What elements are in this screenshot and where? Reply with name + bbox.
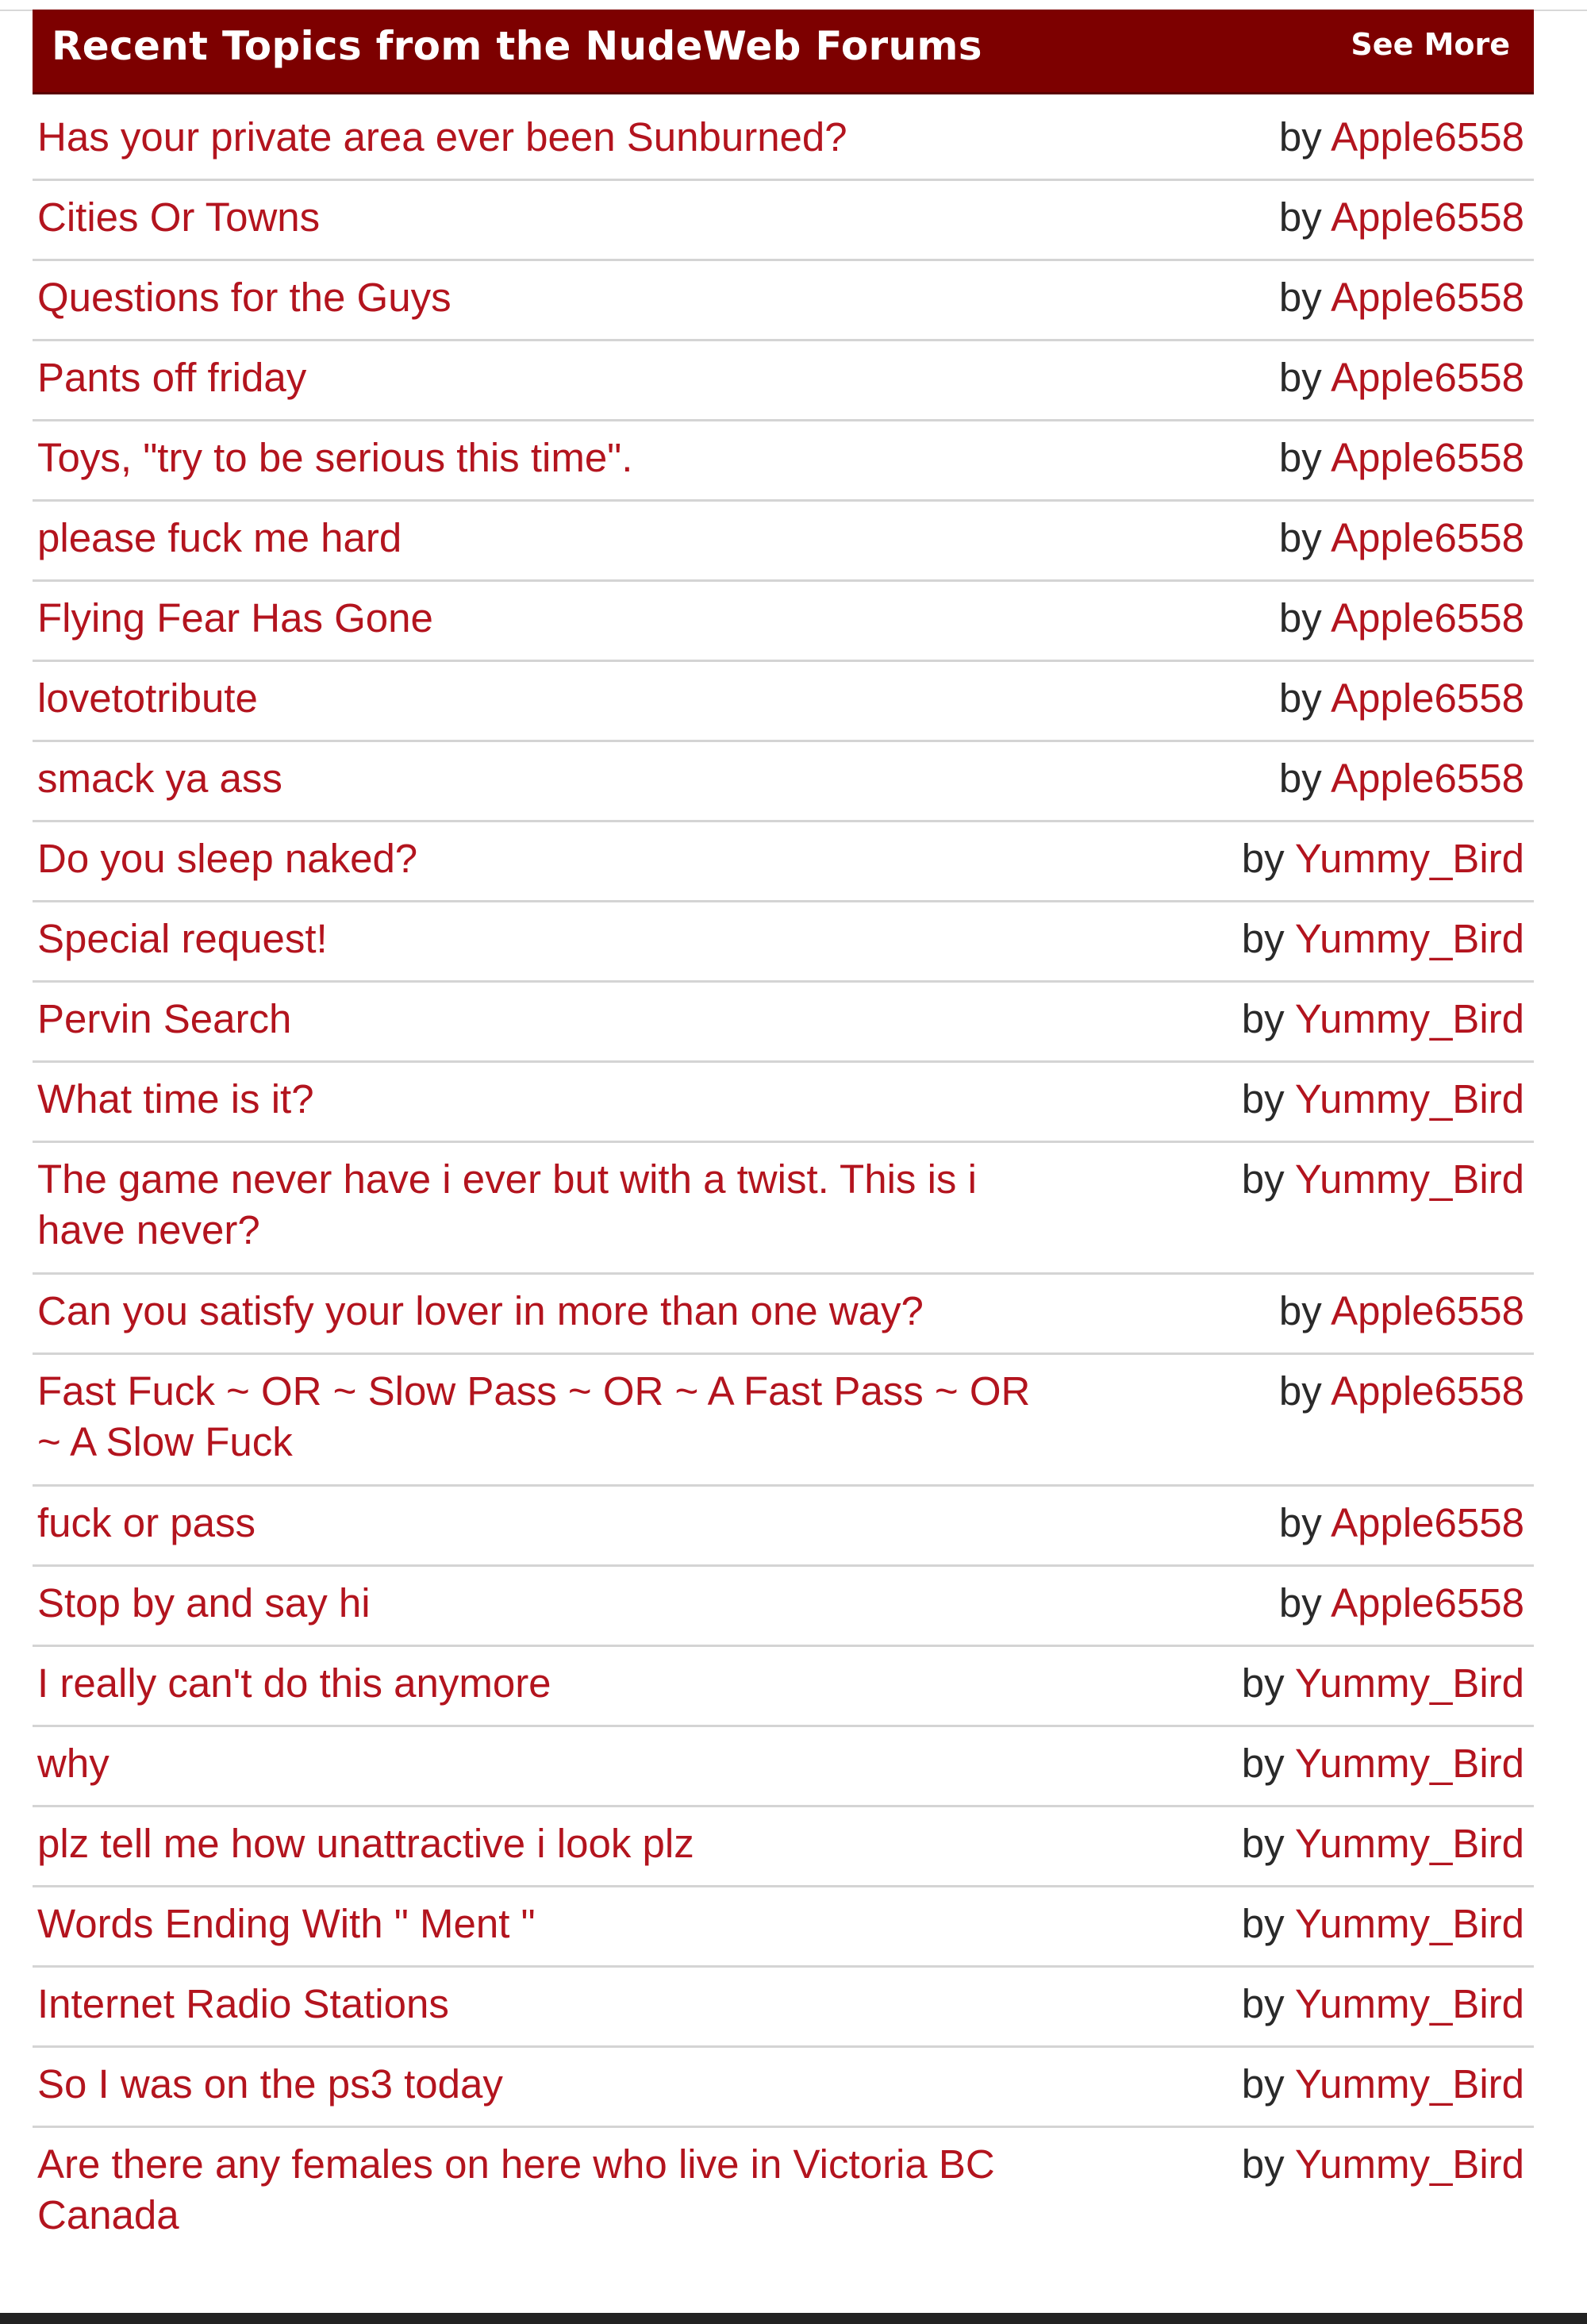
by-label: by (1241, 916, 1285, 961)
topic-author (1242, 902, 1524, 964)
topic-link[interactable]: smack ya ass (37, 756, 282, 801)
by-label: by (1241, 2061, 1285, 2107)
topic-link[interactable]: Words Ending With " Ment " (37, 1901, 536, 1946)
topic-link[interactable]: Has your private area ever been Sunburned? (37, 114, 847, 160)
topic-author (1279, 1567, 1524, 1629)
author-link[interactable]: Apple6558 (1331, 114, 1524, 160)
by-label: by (1278, 595, 1322, 641)
topic-author (1242, 1807, 1524, 1869)
by-label: by (1278, 1500, 1322, 1545)
topic-row (33, 1727, 1534, 1807)
topic-row (33, 662, 1534, 742)
author-link[interactable]: Apple6558 (1331, 355, 1524, 400)
topic-list (33, 101, 1534, 2260)
topic-row (33, 2048, 1534, 2128)
author-link[interactable]: Yummy_Bird (1294, 2141, 1524, 2187)
recent-topics-widget (33, 10, 1534, 2260)
topic-author (1242, 2128, 1524, 2190)
topic-author (1279, 421, 1524, 483)
author-link[interactable]: Apple6558 (1331, 435, 1524, 480)
author-link[interactable]: Yummy_Bird (1294, 1901, 1524, 1946)
topic-link[interactable]: Pervin Search (37, 996, 292, 1041)
topic-link[interactable]: Cities Or Towns (37, 194, 321, 240)
by-label: by (1241, 1741, 1285, 1786)
topic-link[interactable]: Are there any females on here who live in Victoria BC Canada (37, 2141, 995, 2237)
topic-link[interactable]: Toys, "try to be serious this time". (37, 435, 633, 480)
author-link[interactable]: Yummy_Bird (1294, 1981, 1524, 2026)
topic-author (1279, 1487, 1524, 1549)
by-label: by (1241, 996, 1285, 1041)
by-label: by (1278, 275, 1322, 320)
topic-row (33, 261, 1534, 341)
by-label: by (1278, 1288, 1322, 1333)
by-label: by (1278, 756, 1322, 801)
by-label: by (1278, 194, 1322, 240)
by-label: by (1241, 1901, 1285, 1946)
by-label: by (1241, 1076, 1285, 1122)
topic-row (33, 822, 1534, 902)
topic-row (33, 1647, 1534, 1727)
author-link[interactable]: Apple6558 (1331, 756, 1524, 801)
topic-link[interactable]: Pants off friday (37, 355, 307, 400)
author-link[interactable]: Apple6558 (1331, 1288, 1524, 1333)
topic-row (33, 983, 1534, 1063)
author-link[interactable]: Yummy_Bird (1294, 1076, 1524, 1122)
topic-row (33, 181, 1534, 261)
topic-author (1242, 2048, 1524, 2110)
topic-row (33, 1567, 1534, 1647)
widget-header (33, 10, 1534, 94)
author-link[interactable]: Apple6558 (1331, 1580, 1524, 1626)
topic-row (33, 1887, 1534, 1968)
author-link[interactable]: Apple6558 (1331, 194, 1524, 240)
topic-row (33, 1487, 1534, 1567)
topic-author (1242, 1727, 1524, 1789)
topic-row (33, 101, 1534, 181)
topic-row (33, 742, 1534, 822)
topic-author (1279, 341, 1524, 403)
topic-link[interactable]: I really can't do this anymore (37, 1660, 551, 1706)
topic-link[interactable]: Special request! (37, 916, 328, 961)
topic-link[interactable]: Internet Radio Stations (37, 1981, 449, 2026)
see-more-link[interactable]: See More (1351, 27, 1510, 62)
topic-link[interactable]: Do you sleep naked? (37, 836, 418, 881)
author-link[interactable]: Yummy_Bird (1294, 1156, 1524, 1202)
topic-row (33, 902, 1534, 983)
by-label: by (1278, 1368, 1322, 1414)
topic-row (33, 2128, 1534, 2260)
topic-author (1279, 662, 1524, 724)
topic-row (33, 421, 1534, 502)
topic-link[interactable]: The game never have i ever but with a twist. This is i have never? (37, 1156, 977, 1252)
topic-row (33, 1355, 1534, 1487)
by-label: by (1241, 836, 1285, 881)
bottom-border (0, 2313, 1587, 2324)
topic-link[interactable]: why (37, 1741, 110, 1786)
author-link[interactable]: Apple6558 (1331, 595, 1524, 641)
topic-row (33, 341, 1534, 421)
topic-row (33, 1968, 1534, 2048)
topic-link[interactable]: fuck or pass (37, 1500, 256, 1545)
author-link[interactable]: Yummy_Bird (1294, 1660, 1524, 1706)
by-label: by (1278, 435, 1322, 480)
topic-author (1242, 1887, 1524, 1949)
topic-author (1279, 1275, 1524, 1337)
topic-link[interactable]: Questions for the Guys (37, 275, 452, 320)
author-link[interactable]: Apple6558 (1331, 515, 1524, 560)
topic-author (1242, 1063, 1524, 1125)
topic-author (1242, 983, 1524, 1045)
author-link[interactable]: Yummy_Bird (1294, 916, 1524, 961)
by-label: by (1278, 1580, 1322, 1626)
topic-author (1242, 1968, 1524, 2030)
author-link[interactable]: Yummy_Bird (1294, 2061, 1524, 2107)
topic-row (33, 1063, 1534, 1143)
topic-link[interactable]: lovetotribute (37, 675, 258, 721)
topic-row (33, 502, 1534, 582)
author-link[interactable]: Apple6558 (1331, 675, 1524, 721)
widget-title: Recent Topics from the NudeWeb Forums (52, 23, 982, 69)
by-label: by (1278, 515, 1322, 560)
author-link[interactable]: Apple6558 (1331, 1500, 1524, 1545)
topic-author (1242, 1143, 1524, 1205)
topic-author (1279, 742, 1524, 804)
by-label: by (1241, 1981, 1285, 2026)
by-label: by (1278, 114, 1322, 160)
author-link[interactable]: Yummy_Bird (1294, 1741, 1524, 1786)
topic-link[interactable]: What time is it? (37, 1076, 314, 1122)
topic-row (33, 1275, 1534, 1355)
author-link[interactable]: Yummy_Bird (1294, 1821, 1524, 1866)
topic-author (1242, 822, 1524, 884)
by-label: by (1278, 355, 1322, 400)
topic-row (33, 1807, 1534, 1887)
topic-link[interactable]: So I was on the ps3 today (37, 2061, 503, 2107)
author-link[interactable]: Apple6558 (1331, 1368, 1524, 1414)
by-label: by (1241, 1821, 1285, 1866)
author-link[interactable]: Apple6558 (1331, 275, 1524, 320)
topic-link[interactable]: Fast Fuck ~ OR ~ Slow Pass ~ OR ~ A Fast Pass ~ OR ~ A Slow Fuck (37, 1368, 1031, 1464)
topic-author (1279, 261, 1524, 323)
by-label: by (1241, 2141, 1285, 2187)
topic-link[interactable]: please fuck me hard (37, 515, 402, 560)
topic-author (1279, 101, 1524, 163)
topic-author (1242, 1647, 1524, 1709)
by-label: by (1278, 675, 1322, 721)
topic-row (33, 1143, 1534, 1275)
by-label: by (1241, 1156, 1285, 1202)
topic-link[interactable]: Flying Fear Has Gone (37, 595, 433, 641)
topic-row (33, 582, 1534, 662)
author-link[interactable]: Yummy_Bird (1294, 996, 1524, 1041)
author-link[interactable]: Yummy_Bird (1294, 836, 1524, 881)
topic-author (1279, 1355, 1524, 1417)
by-label: by (1241, 1660, 1285, 1706)
topic-author (1279, 502, 1524, 564)
topic-link[interactable]: plz tell me how unattractive i look plz (37, 1821, 694, 1866)
topic-link[interactable]: Can you satisfy your lover in more than one way? (37, 1288, 924, 1333)
topic-author (1279, 582, 1524, 644)
topic-link[interactable]: Stop by and say hi (37, 1580, 371, 1626)
topic-author (1279, 181, 1524, 243)
